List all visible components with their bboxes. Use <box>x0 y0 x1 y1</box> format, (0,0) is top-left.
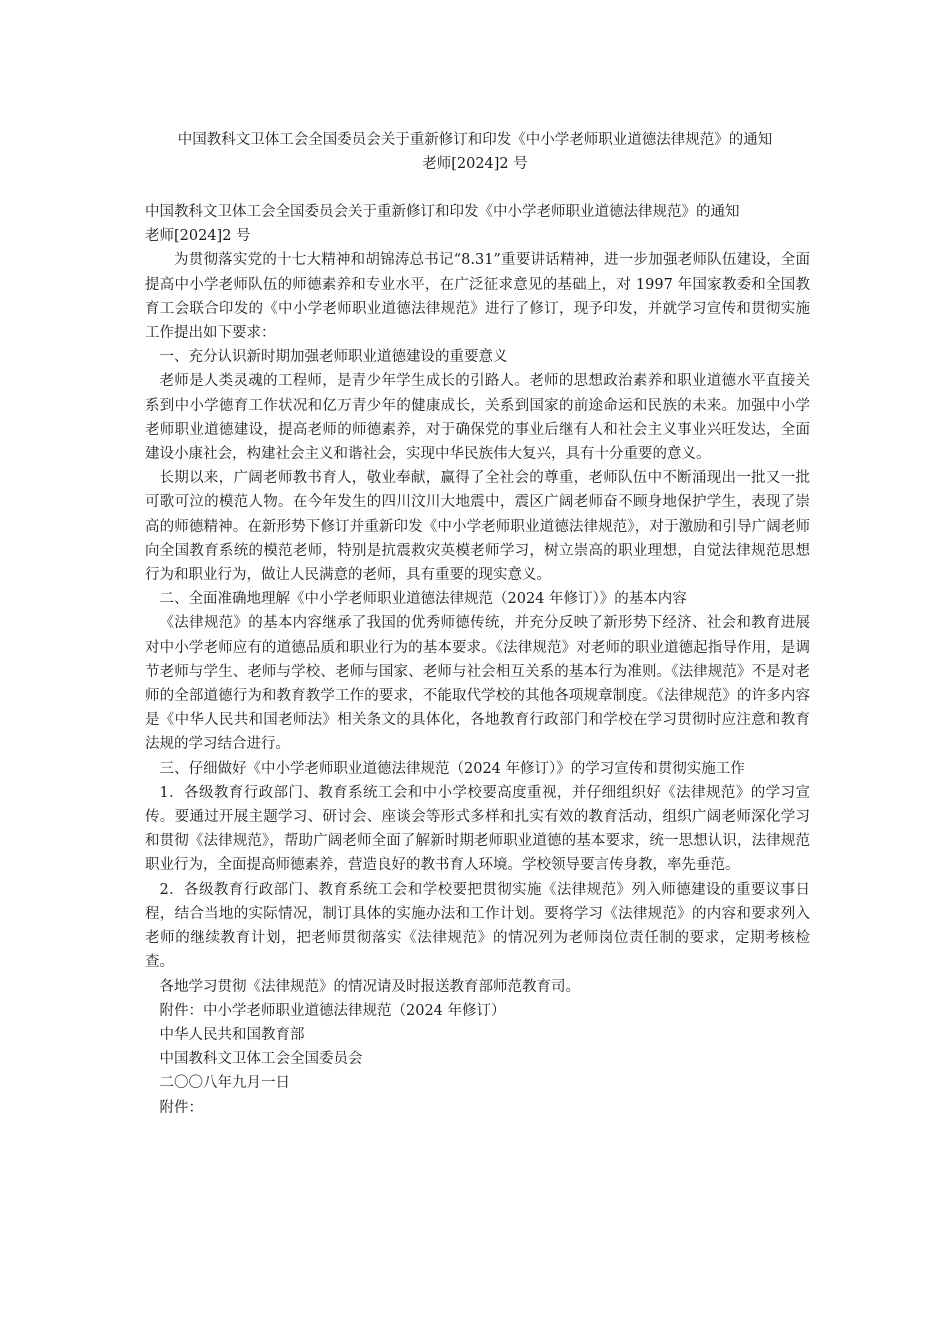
body-heading-line-2: 老师[2024]2 号 <box>145 228 251 245</box>
document-title <box>120 128 830 176</box>
title-line-1: 中国教科文卫体工会全国委员会关于重新修订和印发《中小学老师职业道德法律规范》的通知 <box>177 132 773 148</box>
intro-paragraph: 为贯彻落实党的十七大精神和胡锦涛总书记“8.31”重要讲话精神，进一步加强老师队伍建设，全面提高中小学老师队伍的师德素养和专业水平，在广泛征求意见的基础上，对 1997 年国家教委和全国教育工会联合印发的《中小学老师职业道德法律规范》进行了修订，现予印发，并就学习宣传和贯彻实施工作提出如下要求： <box>145 252 810 342</box>
signature-date: 二〇〇八年九月一日 <box>159 1075 290 1092</box>
document-body <box>145 200 810 1120</box>
signature-org-2: 中国教科文卫体工会全国委员会 <box>159 1051 363 1068</box>
section-2-title: 二、全面准确地理解《中小学老师职业道德法律规范（2024 年修订）》的基本内容 <box>159 591 687 608</box>
attachment-label: 附件： <box>159 1099 203 1116</box>
section-3-title: 三、仔细做好《中小学老师职业道德法律规范（2024 年修订）》的学习宣传和贯彻实施工作 <box>159 760 745 777</box>
body-heading-line-1: 中国教科文卫体工会全国委员会关于重新修订和印发《中小学老师职业道德法律规范》的通知 <box>145 204 740 220</box>
section-1-paragraph-1: 老师是人类灵魂的工程师，是青少年学生成长的引路人。老师的思想政治素养和职业道德水平直接关系到中小学德育工作状况和亿万青少年的健康成长，关系到国家的前途命运和民族的未来。加强中小学老师职业道德建设，提高老师的师德素养，对于确保党的事业后继有人和社会主义事业兴旺发达，全面建设小康社会，构建社会主义和谐社会，实现中华民族伟大复兴，具有十分重要的意义。 <box>145 373 810 463</box>
title-line-2: 老师[2024]2 号 <box>422 156 528 172</box>
attachment-line: 附件：中小学老师职业道德法律规范（2024 年修订） <box>159 1002 506 1019</box>
closing-sentence: 各地学习贯彻《法律规范》的情况请及时报送教育部师范教育司。 <box>159 978 580 995</box>
section-2-paragraph-1: 《法律规范》的基本内容继承了我国的优秀师德传统，并充分反映了新形势下经济、社会和教育进展对中小学老师应有的道德品质和职业行为的基本要求。《法律规范》对老师的职业道德起指导作用，是调节老师与学生、老师与学校、老师与国家、老师与社会相互关系的基本行为准则。《法律规范》不是对老师的全部道德行为和教育教学工作的要求，不能取代学校的其他各项规章制度。《法律规范》的许多内容是《中华人民共和国老师法》相关条文的具体化，各地教育行政部门和学校在学习贯彻时应注意和教育法规的学习结合进行。 <box>145 615 810 753</box>
section-3-paragraph-1: 1．各级教育行政部门、教育系统工会和中小学校要高度重视，并仔细组织好《法律规范》的学习宣传。要通过开展主题学习、研讨会、座谈会等形式多样和扎实有效的教育活动，组织广阔老师深化学习和贯彻《法律规范》，帮助广阔老师全面了解新时期老师职业道德的基本要求，统一思想认识，法律规范职业行为，全面提高师德素养，营造良好的教书育人环境。学校领导要言传身教，率先垂范。 <box>145 784 810 874</box>
section-3-paragraph-2: 2．各级教育行政部门、教育系统工会和学校要把贯彻实施《法律规范》列入师德建设的重要议事日程，结合当地的实际情况，制订具体的实施办法和工作计划。要将学习《法律规范》的内容和要求列入老师的继续教育计划，把老师贯彻落实《法律规范》的情况列为老师岗位责任制的要求，定期考核检查。 <box>145 881 810 971</box>
section-1-title: 一、充分认识新时期加强老师职业道德建设的重要意义 <box>159 349 508 366</box>
signature-org-1: 中华人民共和国教育部 <box>159 1026 305 1043</box>
section-1-paragraph-2: 长期以来，广阔老师教书育人，敬业奉献，赢得了全社会的尊重，老师队伍中不断涌现出一批又一批可歌可泣的模范人物。在今年发生的四川汶川大地震中，震区广阔老师奋不顾身地保护学生，表现了崇高的师德精神。在新形势下修订并重新印发《中小学老师职业道德法律规范》，对于激励和引导广阔老师向全国教育系统的模范老师，特别是抗震救灾英模老师学习，树立崇高的职业理想，自觉法律规范思想行为和职业行为，做让人民满意的老师，具有重要的现实意义。 <box>145 470 810 584</box>
